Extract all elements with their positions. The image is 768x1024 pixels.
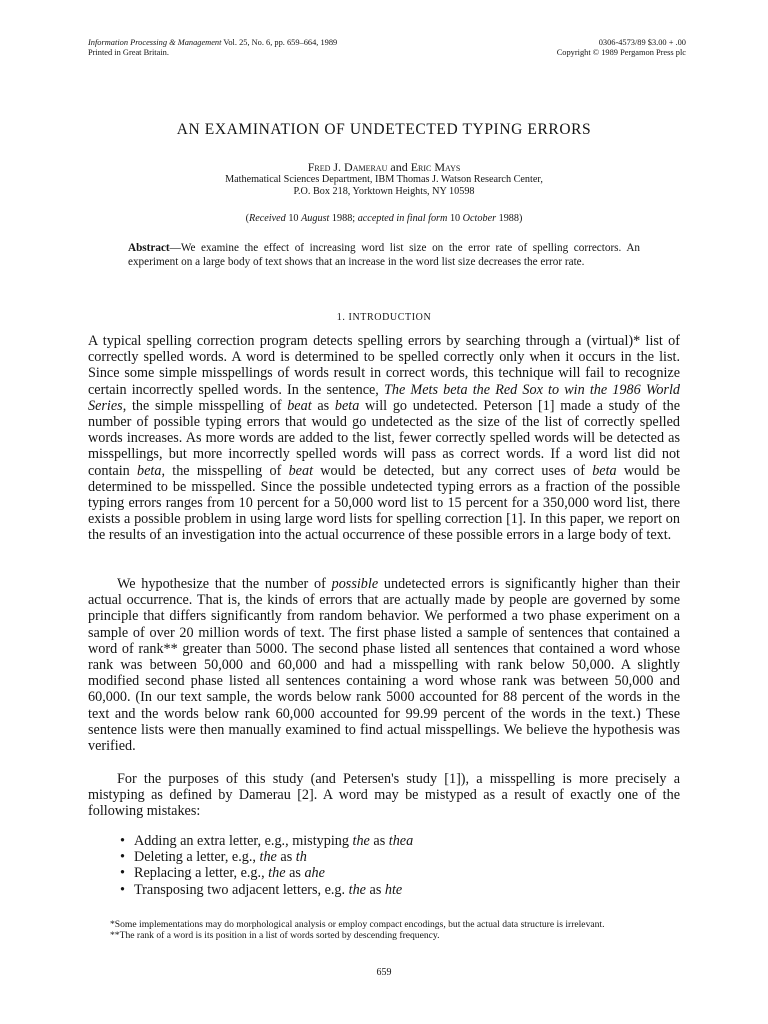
- list-item-text: Adding an extra letter, e.g., mistyping: [134, 833, 353, 849]
- affiliation: [0, 174, 768, 198]
- example-word: thea: [388, 833, 414, 849]
- list-item-text: Transposing two adjacent letters, e.g.: [134, 881, 349, 898]
- bullet-icon: •: [120, 881, 125, 898]
- authors-and: and: [390, 160, 408, 174]
- example-word: beta: [137, 462, 162, 479]
- example-word: the: [259, 849, 277, 866]
- bullet-icon: •: [120, 865, 125, 882]
- para2-part: We hypothesize that the number of: [117, 576, 332, 592]
- journal-citation: [88, 38, 337, 48]
- accepted-month: October: [462, 213, 497, 224]
- footnote-1: *Some implementations may do morphological analysis or employ compact encodings, but the actual data structure is irrelevant.: [110, 919, 605, 930]
- para1-part: , the simple misspelling of: [122, 397, 288, 414]
- para1-part: would be detected, but any correct uses of: [313, 462, 593, 479]
- example-word: beat: [288, 462, 314, 479]
- running-header-right: [557, 38, 686, 58]
- section-heading: 1. INTRODUCTION: [336, 312, 432, 323]
- accepted-year: 1988): [498, 213, 523, 224]
- paragraph-3: [88, 771, 680, 820]
- accepted-day: 10: [449, 213, 461, 224]
- abstract-label: Abstract: [128, 242, 170, 254]
- received-open: (: [245, 213, 250, 224]
- example-sentence: The Mets beta the Red Sox to win the 1986 World Series: [88, 381, 680, 414]
- affiliation-line-2: P.O. Box 218, Yorktown Heights, NY 10598: [293, 186, 475, 197]
- para1-part: as: [311, 397, 335, 414]
- mistake-list: [120, 833, 413, 898]
- received-month: August: [301, 213, 330, 224]
- para3-text: For the purposes of this study (and Petersen's study [1]), a misspelling is more precisely a mistyping as defined by Damerau [2]. A word may be mistyped as a result of exactly one of the following mistakes:: [88, 771, 680, 820]
- example-word: the: [352, 833, 370, 849]
- list-item-text: as: [369, 833, 389, 849]
- abstract: [128, 241, 640, 283]
- journal-volume: Vol. 25, No. 6, pp. 659–664, 1989: [223, 38, 338, 47]
- paragraph-1: [88, 333, 680, 544]
- emphasis-word: possible: [331, 576, 379, 592]
- received-label: Received: [249, 213, 286, 224]
- paragraph-2: [88, 576, 680, 754]
- example-word: beta: [592, 462, 617, 479]
- affiliation-line-1: Mathematical Sciences Department, IBM Thomas J. Watson Research Center,: [225, 174, 543, 185]
- bullet-icon: •: [120, 849, 125, 866]
- para1-part: A typical spelling correction program detects spelling errors by searching through a (virtual)* list of correctly spelled words. A word is determined to be spelled correctly only when it occurs in the list. Since some simple misspellings of words result in correct words, this technique will fail to recognize certain incorrectly spelled words. In the sentence,: [88, 333, 680, 398]
- printed-in: Printed in Great Britain.: [88, 48, 169, 57]
- example-word: hte: [384, 881, 403, 898]
- example-word: ahe: [304, 865, 325, 882]
- accepted-label: accepted in final form: [357, 213, 448, 224]
- list-item: [120, 833, 413, 849]
- list-item-text: as: [285, 865, 305, 882]
- footnotes: [88, 919, 680, 942]
- para1-part: , the misspelling of: [161, 462, 289, 479]
- para2-part: undetected errors is significantly higher than their actual occurrence. That is, the kinds of errors that are actually made by people are governed by some principle that differs significantly from random behavior. We performed a two phase experiment on a sample of over 20 million words of text. The first phase listed a sample of sentences that contained a word of rank** greater than 5000. The second phase listed all sentences that contained a word whose rank was between 50,000 and 60,000 and had a misspelling with rank below 50,000. A slightly modified second phase listed all sentences containing a word whose rank was between 50,000 and 60,000. (In our text sample, the words below rank 5000 accounted for 88 percent of the words in the text and the words below rank 60,000 accounted for 99.99 percent of the words in the text.) These sentence lists were then manually examined to find actual misspellings. We believe the hypothesis was verified.: [88, 576, 680, 755]
- paper-title: AN EXAMINATION OF UNDETECTED TYPING ERRORS: [176, 121, 592, 138]
- abstract-text: —We examine the effect of increasing word list size on the error rate of spelling correctors. An experiment on a large body of text shows that an increase in the word list size decreases the error rate.: [128, 242, 640, 268]
- list-item: [120, 849, 413, 865]
- footnote-2: **The rank of a word is its position in a list of words sorted by descending frequency.: [110, 930, 440, 942]
- author-2: Eric Mays: [410, 160, 461, 174]
- received-dates: [0, 213, 768, 224]
- bullet-icon: •: [120, 833, 125, 849]
- authors: [0, 160, 768, 175]
- example-word: the: [348, 881, 366, 898]
- list-item-text: as: [276, 849, 296, 866]
- para1-part: will go undetected. Peterson [1] made a study of the number of possible typing errors that would go undetected as the size of the list of correctly spelled words increases. As more words are added to the list, fewer correctly spelled words will be detected as misspellings, but more incorrectly spelled words will pass as correct words. If a word list did not contain: [88, 397, 681, 479]
- list-item: [120, 882, 413, 898]
- list-item: [120, 865, 413, 881]
- page-number: 659: [376, 967, 392, 978]
- copyright: Copyright © 1989 Pergamon Press plc: [556, 48, 686, 57]
- journal-name: Information Processing & Management: [88, 38, 222, 47]
- para1-part: would be determined to be misspelled. Since the possible undetected typing errors as a fraction of the possible typing errors ranges from 10 percent for a 50,000 word list to 15 percent for a 350,000 word list, there exists a possible problem in using large word lists for spelling correction [1]. In this paper, we report on the results of an investigation into the actual occurrence of these possible errors in a large body of text.: [88, 462, 680, 544]
- received-day: 10: [288, 213, 299, 224]
- example-word: beta: [334, 397, 360, 414]
- example-word: beat: [287, 397, 312, 414]
- author-1: Fred J. Damerau: [307, 160, 388, 174]
- list-item-text: Deleting a letter, e.g.,: [134, 849, 260, 866]
- list-item-text: Replacing a letter, e.g.,: [134, 865, 269, 882]
- example-word: the: [268, 865, 286, 882]
- received-year: 1988;: [331, 213, 356, 224]
- price-code: 0306-4573/89 $3.00 + .00: [598, 38, 686, 47]
- list-item-text: as: [365, 881, 385, 898]
- example-word: th: [295, 849, 307, 866]
- running-header-left: [88, 38, 337, 58]
